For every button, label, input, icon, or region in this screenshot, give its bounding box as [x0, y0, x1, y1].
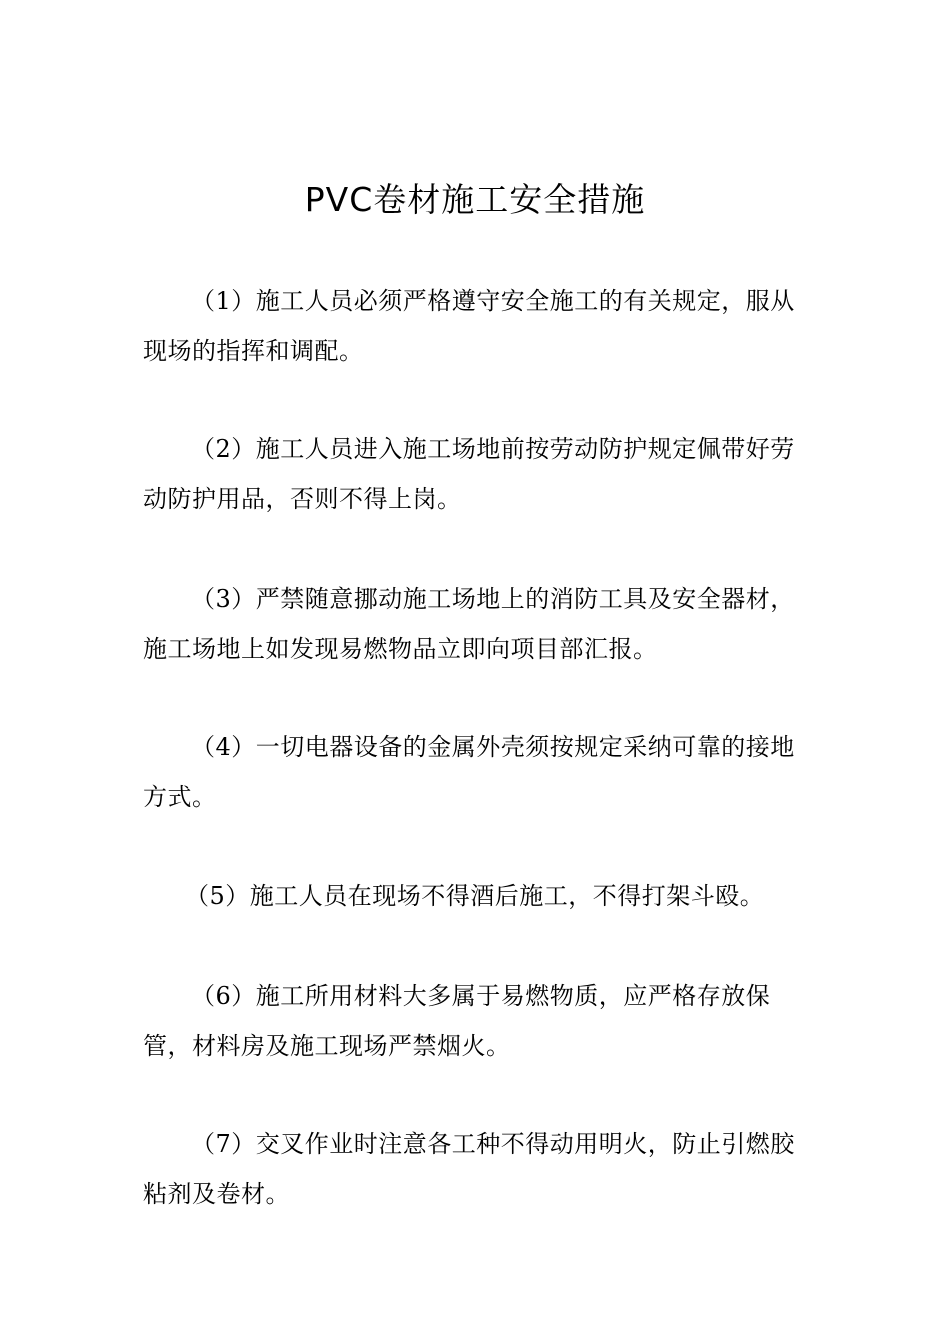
document-title: PVC卷材施工安全措施 [304, 180, 646, 219]
paragraph-2: （2）施工人员进入施工场地前按劳动防护规定佩带好劳动防护用品，否则不得上岗。 [143, 435, 795, 513]
paragraph-5: （5）施工人员在现场不得酒后施工，不得打架斗殴。 [185, 882, 765, 910]
paragraph-6: （6）施工所用材料大多属于易燃物质，应严格存放保管，材料房及施工现场严禁烟火。 [143, 982, 771, 1060]
paragraph-3: （3）严禁随意挪动施工场地上的消防工具及安全器材，施工场地上如发现易燃物品立即向项目部汇报。 [143, 585, 795, 663]
paragraph-4: （4）一切电器设备的金属外壳须按规定采纳可靠的接地方式。 [143, 733, 795, 811]
paragraph-7: （7）交叉作业时注意各工种不得动用明火，防止引燃胶粘剂及卷材。 [143, 1130, 795, 1208]
paragraph-1: （1）施工人员必须严格遵守安全施工的有关规定，服从现场的指挥和调配。 [143, 287, 795, 365]
